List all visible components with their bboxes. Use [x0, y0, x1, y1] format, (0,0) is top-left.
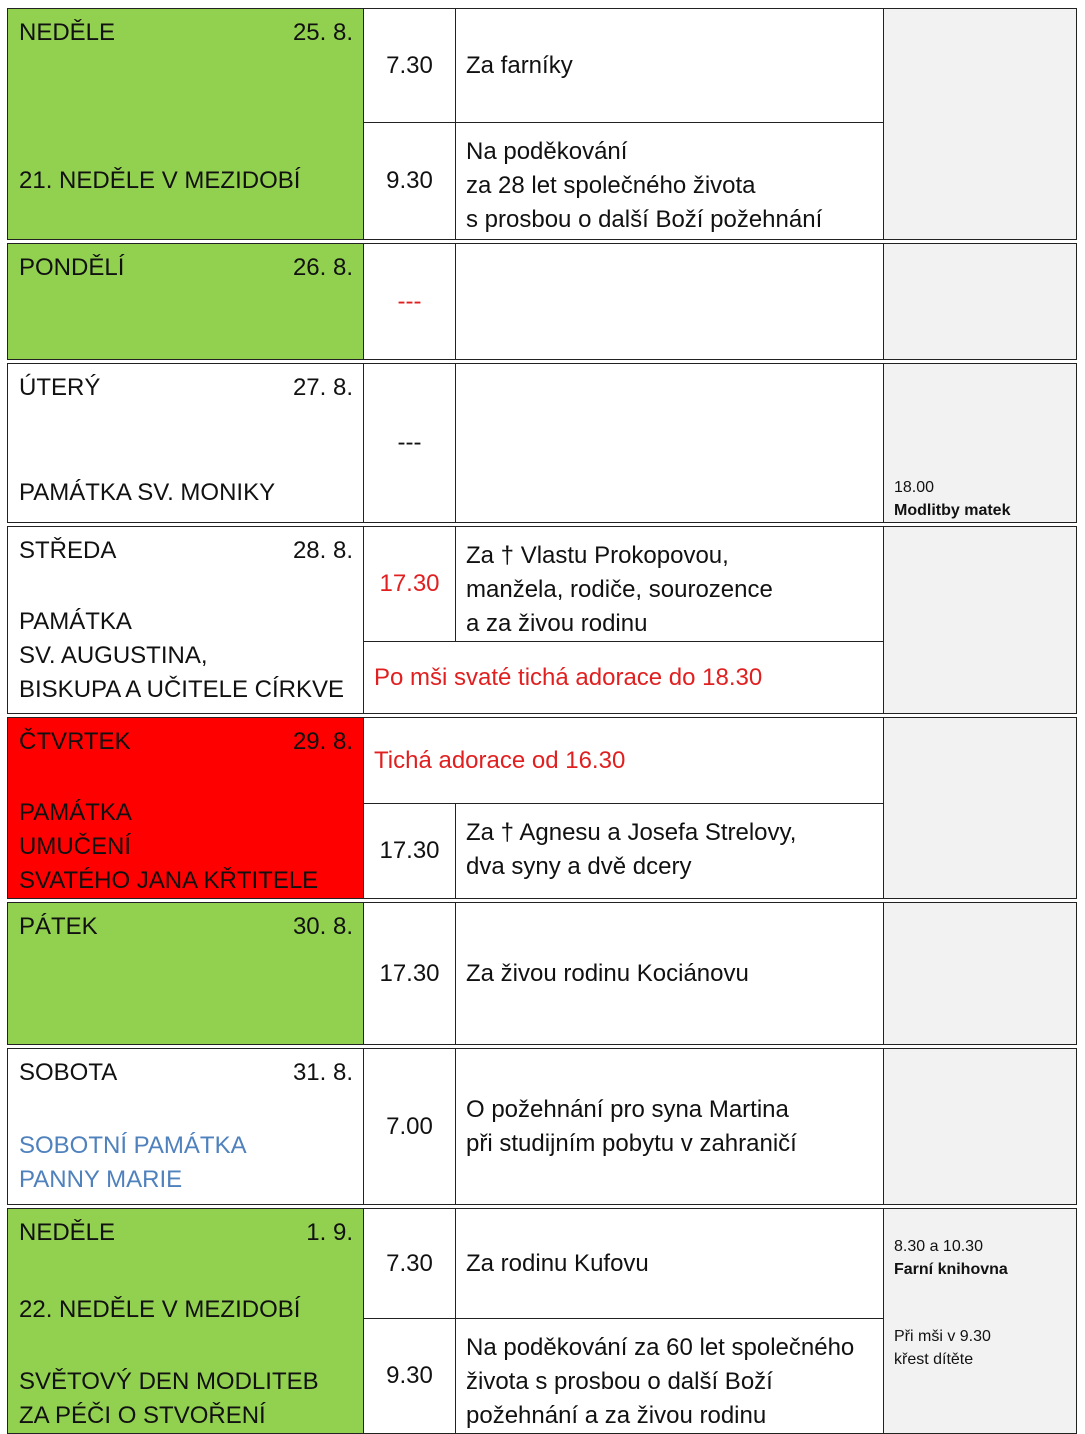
- day-cell: [8, 1049, 364, 1205]
- note-label: Modlitby matek: [894, 502, 1011, 519]
- day-row-wednesday: [8, 527, 1077, 642]
- day-row-thursday: [8, 718, 1077, 804]
- feast-line: PANNY MARIE: [19, 1166, 183, 1193]
- feast-name: 21. NEDĚLE V MEZIDOBÍ: [19, 167, 301, 194]
- note-cell: [884, 1049, 1077, 1205]
- intention-line: Za † Vlastu Prokopovou,: [466, 542, 729, 569]
- day-date: 27. 8.: [292, 374, 353, 401]
- mass-intention: Za rodinu Kufovu: [456, 1209, 884, 1319]
- mass-time: 17.30: [364, 527, 456, 642]
- feast-name: PAMÁTKA SV. MONIKY: [19, 479, 276, 506]
- day-row-sunday-1: [8, 9, 1077, 123]
- mass-intention: [456, 123, 884, 240]
- intention-line: požehnání a za živou rodinu: [466, 1402, 767, 1429]
- mass-time: 17.30: [364, 804, 456, 899]
- day-date: 26. 8.: [292, 254, 353, 281]
- day-cell: [8, 9, 364, 240]
- day-name: PONDĚLÍ: [19, 254, 125, 281]
- feast-line: PAMÁTKA: [19, 799, 132, 826]
- intention-line: Na poděkování: [466, 138, 628, 166]
- intention-line: s prosbou o další Boží požehnání: [466, 206, 823, 234]
- mass-intention: [456, 527, 884, 642]
- feast-line: SVĚTOVÝ DEN MODLITEB: [19, 1368, 319, 1395]
- day-row-tuesday: [8, 364, 1077, 523]
- mass-intention: [456, 1049, 884, 1205]
- feast-name: [19, 605, 344, 707]
- note-cell: [884, 364, 1077, 523]
- mass-time: 9.30: [364, 123, 456, 240]
- mass-intention: [456, 804, 884, 899]
- note-extra-line: Při mši v 9.30: [894, 1328, 991, 1345]
- intention-line: a za živou rodinu: [466, 610, 648, 637]
- day-name: NEDĚLE: [19, 1219, 116, 1246]
- day-date: 30. 8.: [292, 913, 353, 940]
- note-cell: [884, 244, 1077, 360]
- day-cell: [8, 244, 364, 360]
- intention-line: Za † Agnesu a Josefa Strelovy,: [466, 819, 797, 847]
- day-row-saturday: [8, 1049, 1077, 1205]
- note-cell: [884, 9, 1077, 240]
- day-name: NEDĚLE: [19, 19, 116, 46]
- mass-schedule-table: [7, 8, 1077, 1434]
- note-time: 18.00: [894, 479, 935, 496]
- feast-line: ZA PÉČI O STVOŘENÍ: [19, 1402, 266, 1429]
- day-cell: [8, 1209, 364, 1434]
- mass-intention: [456, 364, 884, 523]
- mass-intention: Za farníky: [456, 9, 884, 123]
- note-time: 8.30 a 10.30: [894, 1238, 983, 1255]
- mass-time: 7.30: [364, 9, 456, 123]
- intention-line: Na poděkování za 60 let společného: [466, 1334, 855, 1361]
- day-cell: [8, 903, 364, 1045]
- day-cell: [8, 527, 364, 714]
- feast-line: PAMÁTKA: [19, 608, 132, 635]
- feast-line: BISKUPA A UČITELE CÍRKVE: [19, 676, 345, 703]
- day-cell: [8, 364, 364, 523]
- mass-time: 7.30: [364, 1209, 456, 1319]
- intention-line: za 28 let společného života: [466, 172, 756, 200]
- day-date: 25. 8.: [292, 19, 353, 46]
- note-extra-line: křest dítěte: [894, 1351, 974, 1368]
- day-date: 29. 8.: [292, 728, 353, 755]
- feast-line: SV. AUGUSTINA,: [19, 642, 208, 669]
- intention-line: O požehnání pro syna Martina: [466, 1095, 789, 1123]
- note-label: Farní knihovna: [894, 1261, 1008, 1278]
- feast-line: SVATÉHO JANA KŘTITELE: [19, 867, 319, 894]
- day-date: 31. 8.: [292, 1059, 353, 1086]
- day-cell: [8, 718, 364, 899]
- adoration-note: Tichá adorace od 16.30: [364, 718, 884, 804]
- mass-intention: [456, 1319, 884, 1434]
- day-name: ÚTERÝ: [19, 374, 101, 401]
- mass-time: ---: [364, 244, 456, 360]
- day-row-monday: [8, 244, 1077, 360]
- feast-name: 22. NEDĚLE V MEZIDOBÍ: [19, 1296, 301, 1323]
- intention-line: manžela, rodiče, sourozence: [466, 576, 773, 603]
- intention-line: při studijním pobytu v zahraničí: [466, 1129, 797, 1157]
- note-cell: [884, 1209, 1077, 1434]
- day-row-friday: [8, 903, 1077, 1045]
- mass-time: 9.30: [364, 1319, 456, 1434]
- day-date: 28. 8.: [292, 537, 353, 564]
- feast-name: [19, 796, 318, 898]
- feast-line: SOBOTNÍ PAMÁTKA: [19, 1132, 247, 1159]
- note-cell: [884, 903, 1077, 1045]
- note-cell: [884, 718, 1077, 899]
- day-name: SOBOTA: [19, 1059, 118, 1086]
- note-cell: [884, 527, 1077, 714]
- day-date: 1. 9.: [306, 1219, 353, 1246]
- intention-line: života s prosbou o další Boží: [466, 1368, 773, 1395]
- day-row-sunday-2: [8, 1209, 1077, 1319]
- feast-name: [19, 1129, 247, 1197]
- mass-intention: Za živou rodinu Kociánovu: [456, 903, 884, 1045]
- mass-time: ---: [364, 364, 456, 523]
- mass-time: 7.00: [364, 1049, 456, 1205]
- adoration-note: Po mši svaté tichá adorace do 18.30: [364, 642, 884, 714]
- day-name: PÁTEK: [19, 913, 98, 940]
- intention-line: dva syny a dvě dcery: [466, 853, 692, 881]
- mass-intention: [456, 244, 884, 360]
- feast-line: UMUČENÍ: [19, 833, 131, 860]
- mass-time: 17.30: [364, 903, 456, 1045]
- day-name: ČTVRTEK: [19, 728, 131, 755]
- day-name: STŘEDA: [19, 537, 117, 564]
- feast-name-secondary: [19, 1365, 319, 1433]
